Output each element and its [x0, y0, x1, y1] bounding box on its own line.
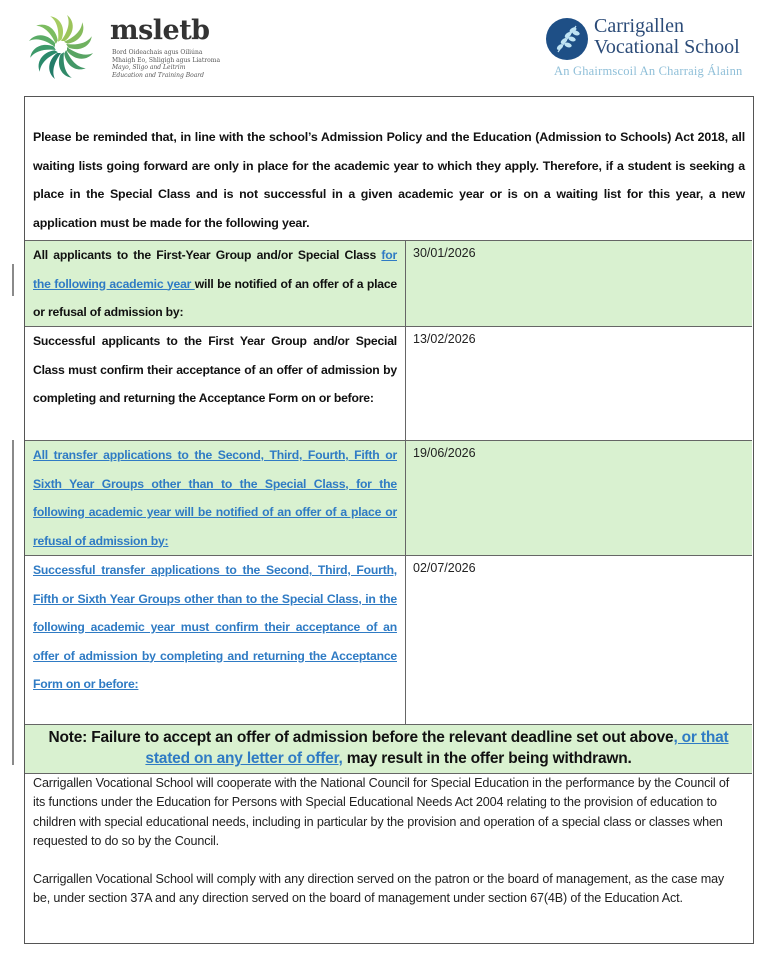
description-text: will be notified of an offer of a place or refusal of admission by: — [33, 276, 398, 319]
msletb-subtitle — [112, 49, 220, 79]
column-divider — [405, 327, 406, 440]
direction-compliance-paragraph: Carrigallen Vocational School will comply with any direction served on the patron or the board of management, as the case may be, under section 37A and any direction served on the board of management under section 67(4B) of the Education Act. — [33, 872, 725, 906]
note-text: may result in the offer being withdrawn. — [342, 750, 632, 767]
description-text: All applicants to the First-Year Group and/or Special Class — [33, 248, 382, 262]
deadline-description — [33, 441, 397, 555]
description-link[interactable]: for the following academic year — [33, 248, 397, 291]
column-divider — [405, 241, 406, 326]
deadline-row — [25, 440, 752, 555]
swirl-logo-icon — [28, 14, 94, 80]
deadline-description — [33, 556, 397, 699]
note-link[interactable]: , or that stated on any letter of offer, — [145, 729, 729, 767]
ncse-cooperation-paragraph: Carrigallen Vocational School will cooperate with the National Council for Special Education in the performance by the Council of its functions under the Education for Persons with Special Educational Needs Act 2004 relating to the provision of education to children with special educational needs, including in particular by the provision and operation of a special class or classes when requested to do so by the Council. — [33, 776, 730, 848]
deadline-row — [25, 240, 752, 326]
school-logo — [546, 16, 746, 82]
admission-notice-box — [24, 96, 754, 944]
subtitle-line: Mhaigh Eo, Shligigh agus Liatroma — [112, 56, 221, 64]
deadline-date: 19/06/2026 — [413, 446, 476, 460]
school-name-line: Carrigallen — [594, 15, 684, 37]
description-text: Successful applicants to the First Year Group and/or Special Class must confirm their acceptance of an offer of admission by completing and returning the Acceptance Form on or before: — [33, 334, 397, 405]
school-name — [594, 16, 740, 58]
change-bar — [12, 264, 14, 296]
msletb-logo — [28, 12, 228, 84]
deadline-description — [33, 327, 397, 413]
policy-statements — [25, 773, 752, 928]
column-divider — [405, 441, 406, 555]
school-irish-name: An Ghairmscoil An Charraig Álainn — [554, 64, 743, 78]
deadline-date: 30/01/2026 — [413, 246, 476, 260]
note-text: Note: Failure to accept an offer of admission before the relevant deadline set out above — [48, 729, 674, 746]
school-name-line: Vocational School — [594, 36, 740, 58]
deadline-date: 02/07/2026 — [413, 561, 476, 575]
subtitle-line: Education and Training Board — [112, 71, 204, 79]
withdrawal-note — [25, 724, 752, 773]
subtitle-line: Mayo, Sligo and Leitrim — [112, 64, 186, 71]
description-link[interactable]: All transfer applications to the Second, Third, Fourth, Fifth or Sixth Year Groups other than to the Special Class, for the following academic year will be notified of an offer of a place or refusal of admission by: — [33, 448, 397, 548]
column-divider — [405, 556, 406, 725]
deadline-row — [25, 555, 752, 725]
description-link[interactable]: Successful transfer applications to the Second, Third, Fourth, Fifth or Sixth Year Groups other than to the Special Class, in the following academic year must confirm their acceptance of an offer of admission by completing and returning the Acceptance Form on or before: — [33, 563, 397, 691]
deadline-row — [25, 326, 752, 440]
deadline-description — [33, 241, 397, 327]
msletb-brand: msletb — [110, 15, 210, 46]
deadline-date: 13/02/2026 — [413, 332, 476, 346]
fern-leaf-emblem-icon — [546, 18, 588, 60]
intro-paragraph: Please be reminded that, in line with the school’s Admission Policy and the Education (Admission to Schools) Act 2018, all waiting lists going forward are only in place for the academic year to which they apply. Therefore, if a student is seeking a place in the Special Class and is not successful in a given academic year or is on a waiting list for this year, a new application must be made for the following year. — [33, 130, 745, 230]
subtitle-line: Bord Oideachais agus Oiliúna — [112, 49, 203, 56]
change-bar — [12, 440, 14, 765]
